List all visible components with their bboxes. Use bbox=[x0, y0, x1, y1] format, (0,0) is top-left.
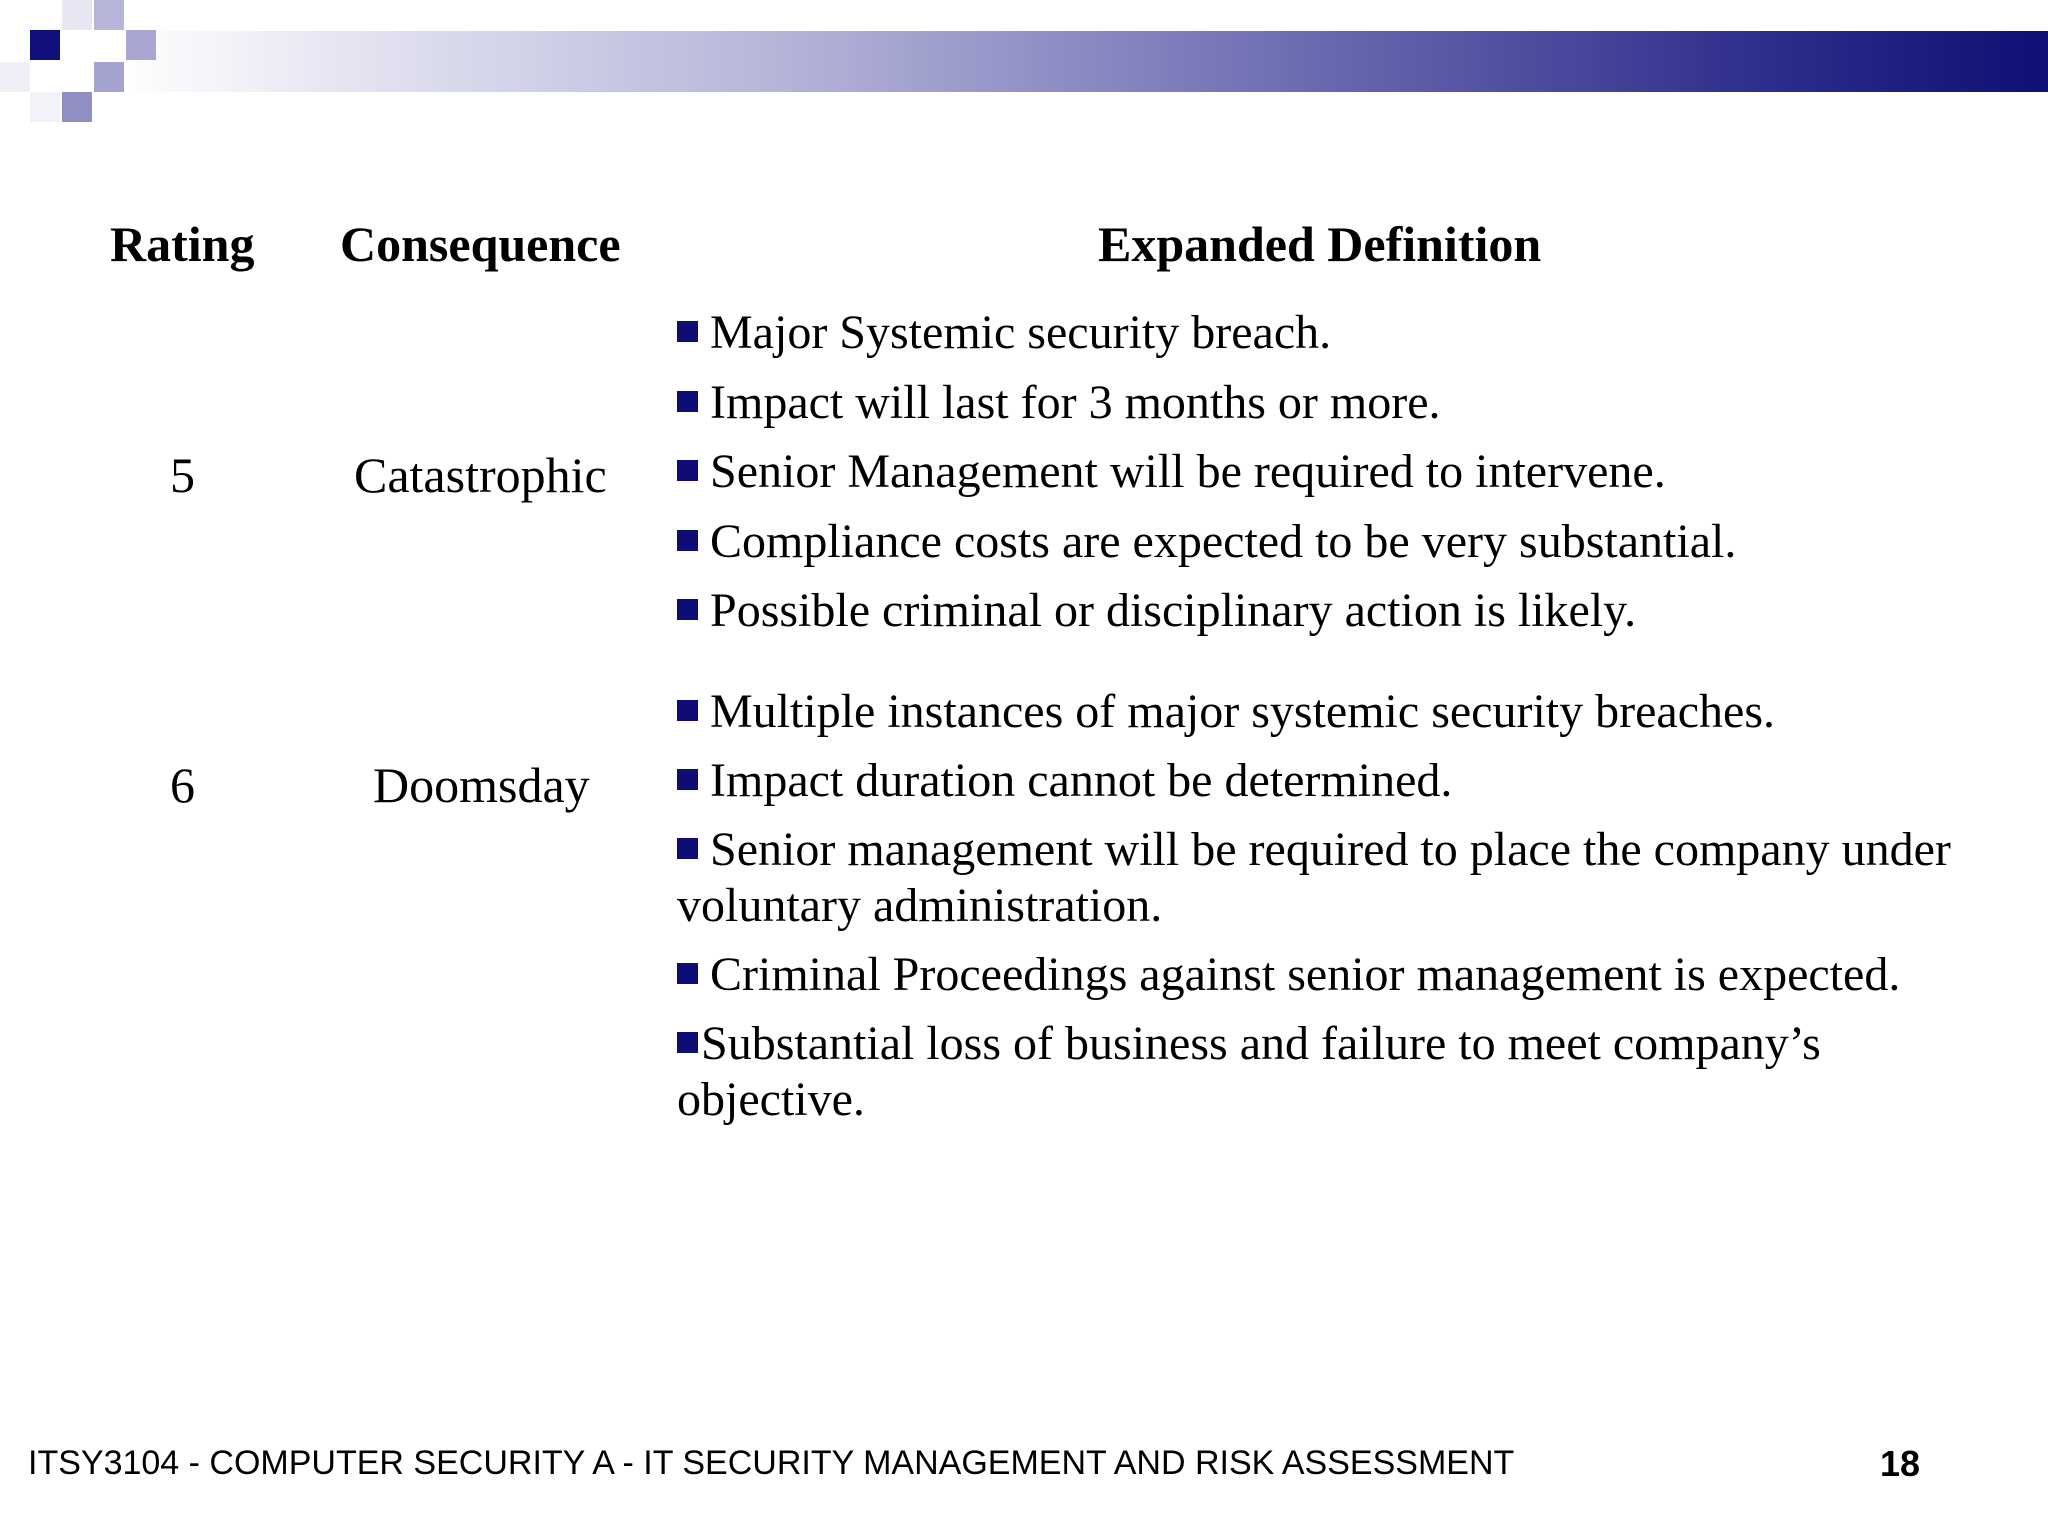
square-bullet-icon bbox=[677, 599, 698, 620]
square-bullet-icon bbox=[677, 1032, 698, 1053]
definition-text: Possible criminal or disciplinary action is likely. bbox=[710, 584, 1637, 637]
definition-text: Multiple instances of major systemic security breaches. bbox=[710, 685, 1776, 738]
square-bullet-icon bbox=[677, 963, 698, 984]
definition-text: Criminal Proceedings against senior management is expected. bbox=[710, 948, 1901, 1001]
definition-text: Senior Management will be required to intervene. bbox=[710, 445, 1666, 498]
square-bullet-icon bbox=[677, 321, 698, 342]
column-header-rating: Rating bbox=[110, 216, 255, 272]
decorative-square bbox=[94, 0, 124, 30]
square-bullet-icon bbox=[677, 460, 698, 481]
consequence-cell: Doomsday bbox=[373, 757, 590, 813]
definition-item bbox=[677, 753, 1957, 809]
decorative-square bbox=[62, 92, 92, 122]
decorative-square bbox=[30, 92, 60, 122]
definition-item bbox=[677, 514, 1957, 584]
definition-text: Compliance costs are expected to be very substantial. bbox=[710, 514, 1737, 568]
definition-item bbox=[677, 1016, 1957, 1128]
definition-item bbox=[677, 583, 1957, 653]
definition-text: Impact will last for 3 months or more. bbox=[710, 375, 1441, 429]
square-bullet-icon bbox=[677, 769, 698, 790]
page-number: 18 bbox=[1880, 1443, 1921, 1484]
column-header-consequence: Consequence bbox=[340, 216, 621, 272]
decorative-square bbox=[30, 30, 60, 60]
square-bullet-icon bbox=[677, 700, 698, 721]
definition-item bbox=[677, 822, 1957, 934]
square-bullet-icon bbox=[677, 391, 698, 412]
definition-text: Major Systemic security breach. bbox=[710, 306, 1332, 359]
column-header-definition: Expanded Definition bbox=[1098, 216, 1542, 272]
decorative-square bbox=[126, 30, 156, 60]
definition-list bbox=[677, 684, 1957, 1141]
definition-item bbox=[677, 444, 1957, 514]
square-bullet-icon bbox=[677, 530, 698, 551]
decorative-square bbox=[94, 62, 124, 92]
square-bullet-icon bbox=[677, 838, 698, 859]
definition-item bbox=[677, 684, 1957, 740]
definition-text: Senior management will be required to place the company under voluntary administration. bbox=[677, 823, 1951, 932]
rating-cell: 5 bbox=[170, 447, 195, 503]
definition-list bbox=[677, 305, 1957, 653]
definition-item bbox=[677, 375, 1957, 445]
definition-item bbox=[677, 305, 1957, 375]
definition-item bbox=[677, 947, 1957, 1003]
decorative-square bbox=[0, 62, 30, 92]
footer-course-title: ITSY3104 - COMPUTER SECURITY A - IT SECURITY MANAGEMENT AND RISK ASSESSMENT bbox=[28, 1444, 1515, 1482]
consequence-cell: Catastrophic bbox=[354, 447, 607, 503]
definition-text: Substantial loss of business and failure to meet company’s objective. bbox=[677, 1017, 1821, 1126]
title-gradient-bar bbox=[120, 31, 2048, 92]
definition-text: Impact duration cannot be determined. bbox=[710, 754, 1453, 807]
rating-cell: 6 bbox=[170, 757, 195, 813]
decorative-square bbox=[62, 0, 92, 30]
